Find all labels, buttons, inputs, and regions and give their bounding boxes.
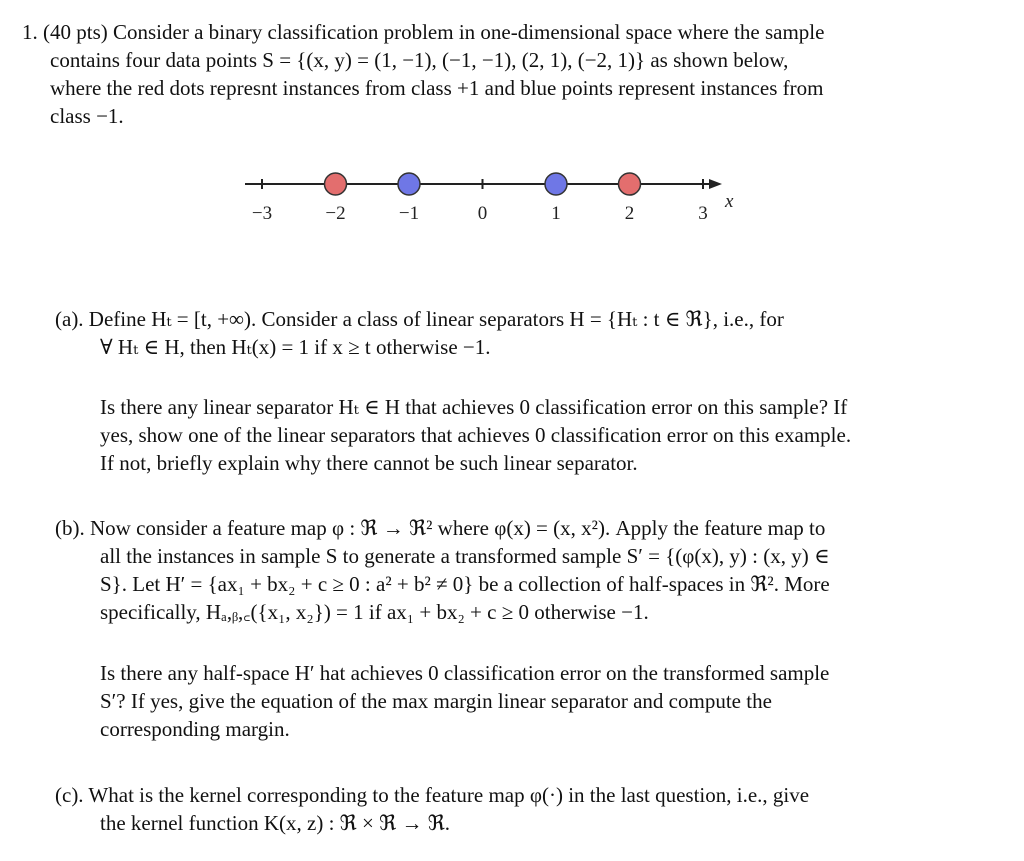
- part-a-question-line-1: Is there any linear separator Hₜ ∈ H that achieves 0 classification error on this sample? If: [100, 395, 848, 419]
- part-a-question: [100, 393, 965, 477]
- problem-statement: [22, 18, 967, 130]
- tick-label: 0: [477, 203, 488, 224]
- part-b-line-2: all the instances in sample S to generate a transformed sample S′ = {(φ(x), y) : (x, y) ∈: [100, 544, 830, 568]
- negative-point: [398, 173, 420, 195]
- tick-label: −2: [325, 203, 346, 224]
- tick-label: −1: [398, 203, 420, 224]
- problem-line-1: 1. (40 pts) Consider a binary classification problem in one-dimensional space where the sample: [22, 20, 825, 44]
- part-c-line-2: the kernel function K(x, z) : ℜ × ℜ → ℜ.: [100, 811, 451, 835]
- part-a-definition: [55, 305, 970, 361]
- positive-point: [325, 173, 347, 195]
- tick-label: −3: [251, 203, 273, 224]
- part-c-question: [55, 781, 970, 837]
- part-a-line-2: ∀ Hₜ ∈ H, then Hₜ(x) = 1 if x ≥ t otherwise −1.: [100, 335, 491, 359]
- part-b-definition: [55, 514, 970, 626]
- part-b-question-line-2: S′? If yes, give the equation of the max margin linear separator and compute the: [100, 689, 772, 713]
- negative-point: [545, 173, 567, 195]
- tick-label: 3: [698, 203, 708, 224]
- part-a-question-line-3: If not, briefly explain why there cannot be such linear separator.: [100, 451, 638, 475]
- axis-label: x: [725, 191, 734, 212]
- part-b-question-line-3: corresponding margin.: [100, 717, 290, 741]
- positive-point: [619, 173, 641, 195]
- part-b-line-1: (b). Now consider a feature map φ : ℜ → ℜ² where φ(x) = (x, x²). Apply the feature map to: [55, 516, 826, 540]
- problem-line-2: contains four data points S = {(x, y) = (1, −1), (−1, −1), (2, 1), (−2, 1)} as shown below,: [50, 48, 789, 72]
- tick-label: 2: [624, 203, 635, 224]
- problem-line-4: class −1.: [50, 104, 124, 128]
- part-b-question: [100, 659, 965, 743]
- axis-arrow-icon: [709, 179, 722, 189]
- part-b-line-3: S}. Let H′ = {ax₁ + bx₂ + c ≥ 0 : a² + b² ≠ 0} be a collection of half-spaces in ℜ². More: [100, 572, 830, 596]
- part-a-line-1: (a). Define Hₜ = [t, +∞). Consider a class of linear separators H = {Hₜ : t ∈ ℜ}, i.e., for: [55, 307, 784, 331]
- part-b-question-line-1: Is there any half-space H′ hat achieves 0 classification error on the transformed sample: [100, 661, 830, 685]
- number-line-figure: [225, 160, 745, 230]
- part-c-line-1: (c). What is the kernel corresponding to the feature map φ(·) in the last question, i.e., give: [55, 783, 810, 807]
- tick-label: 1: [551, 203, 561, 224]
- part-a-question-line-2: yes, show one of the linear separators that achieves 0 classification error on this example.: [100, 423, 852, 447]
- problem-line-3: where the red dots represnt instances from class +1 and blue points represent instances from: [50, 76, 824, 100]
- part-b-line-4: specifically, Hₐ,ᵦ,꜀({x₁, x₂}) = 1 if ax₁ + bx₂ + c ≥ 0 otherwise −1.: [100, 600, 649, 624]
